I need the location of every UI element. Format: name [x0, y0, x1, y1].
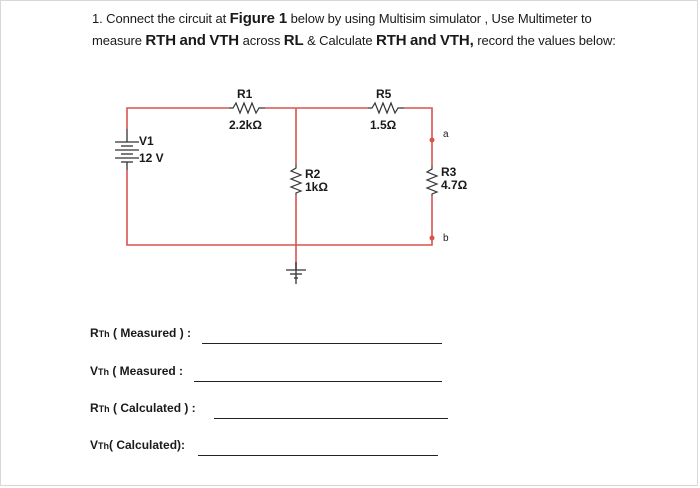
resistor-r5-symbol: [368, 103, 404, 113]
wire-bottom: [127, 170, 432, 245]
question-number: 1.: [92, 11, 103, 26]
resistor-r3-symbol: [427, 166, 437, 196]
r1-value: 2.2kΩ: [229, 118, 262, 132]
r1-name: R1: [237, 87, 253, 101]
wire-top-left: [127, 108, 229, 129]
r5-value: 1.5Ω: [370, 118, 397, 132]
answer-rth-measured: RTh ( Measured ) :: [90, 326, 191, 346]
r3-name: R3: [441, 165, 457, 179]
resistor-r2-symbol: [291, 164, 301, 195]
answer-line[interactable]: [202, 343, 442, 344]
r5-name: R5: [376, 87, 392, 101]
resistor-r1-symbol: [229, 103, 265, 113]
battery-v1-symbol: [115, 129, 139, 170]
answer-vth-calculated: VTh( Calculated):: [90, 438, 185, 458]
r2-name: R2: [305, 167, 321, 181]
figure-ref: Figure 1: [229, 10, 288, 27]
answer-vth-measured: VTh ( Measured :: [90, 364, 183, 384]
v1-value: 12 V: [139, 151, 164, 165]
terminal-b-label: b: [443, 233, 449, 244]
terminal-b-node: [430, 236, 435, 241]
r3-value: 4.7Ω: [441, 178, 468, 192]
answer-line[interactable]: [194, 381, 442, 382]
question-text: 1. Connect the circuit at Figure 1 below by using Multisim simulator , Use Multimeter to measure RTH and VTH across RL & Calculate RTH and VTH, record the values below:: [92, 10, 616, 49]
ground-symbol: [286, 262, 306, 284]
answer-rth-calculated: RTh ( Calculated ) :: [90, 401, 196, 421]
r2-value: 1kΩ: [305, 180, 328, 194]
terminal-a-node: [430, 138, 435, 143]
answer-line[interactable]: [214, 418, 448, 419]
circuit-wires: [127, 108, 432, 270]
answer-line[interactable]: [198, 455, 438, 456]
v1-name: V1: [139, 134, 154, 148]
terminal-a-label: a: [443, 129, 449, 140]
wire-top-right: [404, 108, 432, 140]
